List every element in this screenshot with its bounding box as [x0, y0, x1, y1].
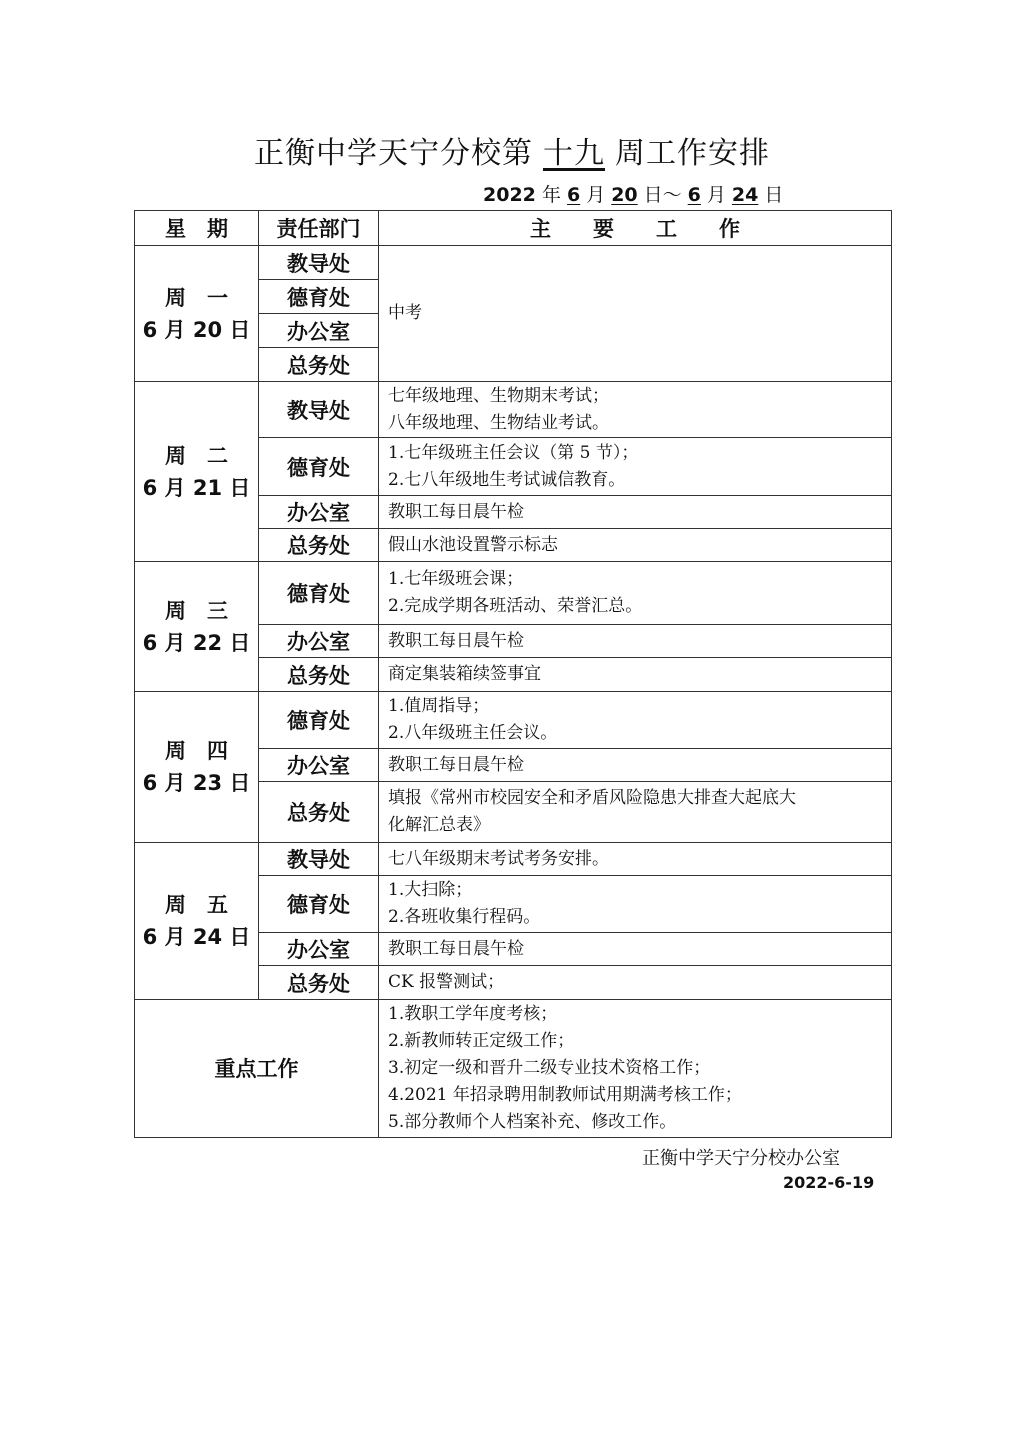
work-cell — [379, 782, 892, 843]
work-line: 中考 — [388, 303, 422, 323]
schedule-table — [134, 210, 892, 1138]
day-cell-mon — [135, 246, 259, 382]
dept-cell: 德育处 — [259, 280, 379, 314]
work-cell — [379, 749, 892, 782]
table-row — [135, 843, 892, 876]
dept-cell: 办公室 — [259, 749, 379, 782]
work-line: 七八年级期末考试考务安排。 — [388, 848, 609, 869]
work-line: 1.七年级班会课； — [388, 569, 524, 589]
date-label: 6 月 24 日 — [142, 925, 251, 949]
date-label: 6 月 20 日 — [142, 317, 251, 342]
date-label: 6 月 23 日 — [142, 771, 251, 795]
work-line: 填报《常州市校园安全和矛盾风险隐患大排查大起底大 — [388, 788, 796, 808]
table-row — [135, 692, 892, 749]
work-line: 八年级地理、生物结业考试。 — [388, 412, 609, 433]
dept-cell: 办公室 — [259, 625, 379, 658]
dept-cell: 教导处 — [259, 246, 379, 280]
work-line: 假山水池设置警示标志 — [388, 534, 558, 555]
dept-cell: 德育处 — [259, 692, 379, 749]
work-cell — [379, 933, 892, 966]
work-cell — [379, 438, 892, 496]
title-prefix: 正衡中学天宁分校第 — [254, 136, 533, 171]
work-cell — [379, 876, 892, 933]
dept-cell: 总务处 — [259, 529, 379, 562]
key-work-cell — [379, 1000, 892, 1138]
work-line: 2.七八年级地生考试诚信教育。 — [388, 469, 626, 490]
work-cell — [379, 625, 892, 658]
work-line: 1.七年级班主任会议（第 5 节）； — [388, 442, 639, 463]
table-row — [135, 382, 892, 438]
dept-cell: 德育处 — [259, 562, 379, 625]
day-cell-thu — [135, 692, 259, 843]
work-line: 教职工每日晨午检 — [388, 630, 524, 651]
date-label-day-to: 日～ — [643, 184, 682, 206]
work-line: 2.完成学期各班活动、荣誉汇总。 — [388, 596, 643, 616]
key-work-line: 1.教职工学年度考核； — [388, 1004, 558, 1024]
date-start-day: 20 — [611, 184, 638, 206]
work-cell — [379, 843, 892, 876]
day-cell-wed — [135, 562, 259, 692]
weekday-label: 周 五 — [165, 893, 228, 917]
dept-cell: 总务处 — [259, 966, 379, 1000]
work-cell — [379, 496, 892, 529]
dept-cell: 办公室 — [259, 933, 379, 966]
work-line: 2.各班收集行程码。 — [388, 907, 541, 927]
date-year: 2022 — [483, 184, 536, 206]
dept-cell: 总务处 — [259, 658, 379, 692]
date-label-day-end: 日 — [764, 184, 784, 206]
date-label-month: 月 — [586, 184, 606, 206]
key-work-row — [135, 1000, 892, 1138]
title-suffix: 周工作安排 — [615, 136, 770, 171]
work-line: 教职工每日晨午检 — [388, 754, 524, 775]
date-label: 6 月 21 日 — [142, 475, 251, 500]
day-cell-fri — [135, 843, 259, 1000]
date-end-day: 24 — [731, 184, 759, 206]
dept-cell: 教导处 — [259, 382, 379, 438]
work-line: 1.值周指导； — [388, 696, 490, 716]
date-end-month: 6 — [687, 184, 701, 206]
dept-cell: 总务处 — [259, 348, 379, 382]
dept-cell: 德育处 — [259, 438, 379, 496]
work-cell — [379, 966, 892, 1000]
key-work-label: 重点工作 — [135, 1000, 379, 1138]
work-cell — [379, 382, 892, 438]
title-week-number: 十九 — [543, 136, 605, 171]
table-row — [135, 562, 892, 625]
weekday-label: 周 二 — [165, 443, 228, 468]
work-line: 化解汇总表》 — [388, 815, 490, 835]
header-day: 星 期 — [135, 211, 259, 246]
work-line: 2.八年级班主任会议。 — [388, 723, 558, 743]
dept-cell: 教导处 — [259, 843, 379, 876]
date-label-year: 年 — [541, 184, 561, 206]
page-title — [0, 128, 1024, 172]
weekday-label: 周 三 — [165, 598, 228, 623]
date-label-month-end: 月 — [706, 184, 726, 206]
work-cell — [379, 692, 892, 749]
work-cell — [379, 562, 892, 625]
key-work-line: 3.初定一级和晋升二级专业技术资格工作； — [388, 1058, 711, 1078]
dept-cell: 办公室 — [259, 314, 379, 348]
weekday-label: 周 四 — [165, 739, 228, 763]
work-cell — [379, 658, 892, 692]
work-line: 教职工每日晨午检 — [388, 938, 524, 959]
work-line: 七年级地理、生物期末考试； — [388, 385, 609, 406]
footer-date: 2022-6-19 — [783, 1173, 875, 1192]
key-work-line: 4.2021 年招录聘用制教师试用期满考核工作； — [388, 1085, 742, 1105]
dept-cell: 德育处 — [259, 876, 379, 933]
work-line: 教职工每日晨午检 — [388, 501, 524, 522]
header-work: 主 要 工 作 — [379, 211, 892, 246]
footer-office: 正衡中学天宁分校办公室 — [642, 1148, 840, 1169]
date-start-month: 6 — [566, 184, 581, 206]
work-line: 1.大扫除； — [388, 880, 473, 900]
work-line: CK 报警测试； — [388, 972, 505, 992]
date-label: 6 月 22 日 — [142, 630, 251, 655]
header-dept: 责任部门 — [259, 211, 379, 246]
header-row — [135, 211, 892, 246]
table-row — [135, 246, 892, 280]
day-cell-tue — [135, 382, 259, 562]
key-work-line: 2.新教师转正定级工作； — [388, 1031, 575, 1051]
date-range — [483, 180, 783, 207]
work-cell — [379, 529, 892, 562]
work-line: 商定集装箱续签事宜 — [388, 664, 541, 684]
dept-cell: 总务处 — [259, 782, 379, 843]
work-cell — [379, 246, 892, 382]
key-work-line: 5.部分教师个人档案补充、修改工作。 — [388, 1112, 677, 1132]
dept-cell: 办公室 — [259, 496, 379, 529]
weekday-label: 周 一 — [165, 285, 228, 310]
